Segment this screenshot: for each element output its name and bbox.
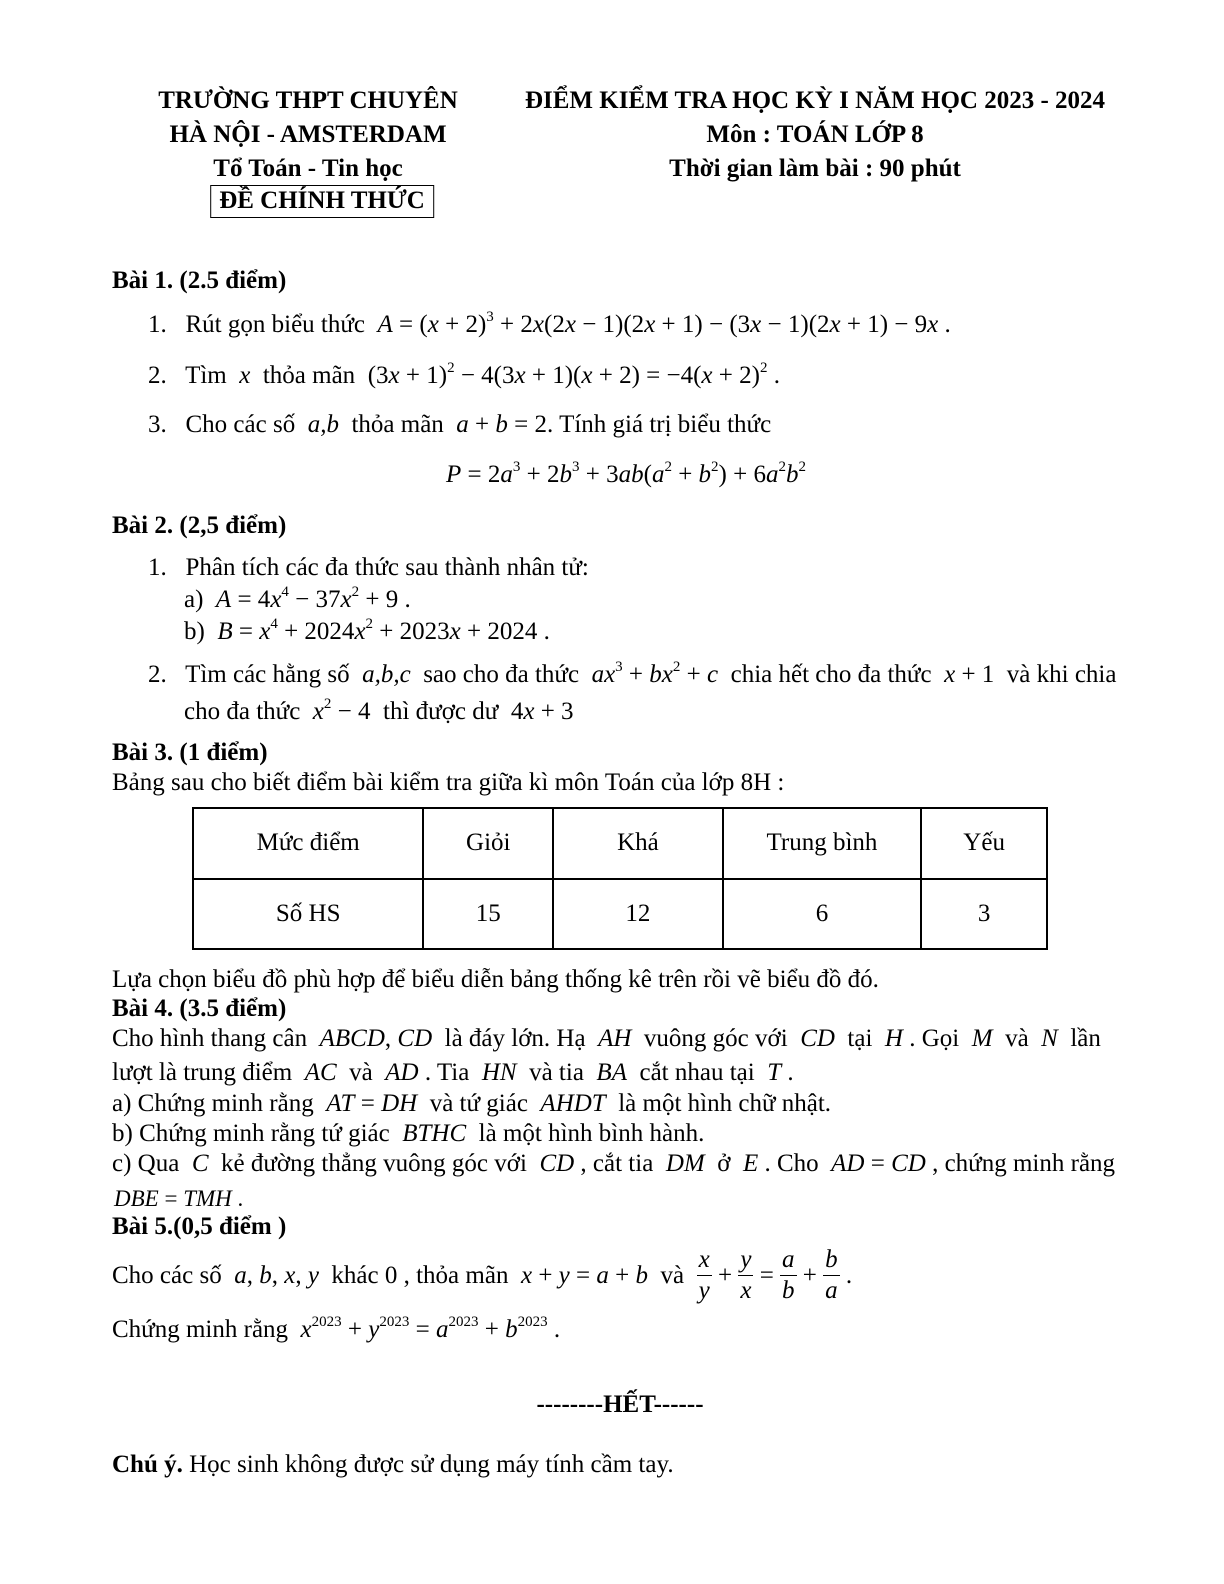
table-cell: 6: [723, 879, 922, 950]
note-text: Học sinh không được sử dụng máy tính cầm tay.: [182, 1451, 674, 1478]
table-row: [193, 879, 1047, 950]
table-header-cell: Khá: [553, 808, 723, 879]
department-name: Tổ Toán - Tin học: [213, 155, 403, 182]
bai2-q2-vars: a,b,c: [362, 661, 411, 688]
end-mark: --------HẾT------: [536, 1391, 704, 1418]
bai2-q2-line2-b: thì được dư: [383, 698, 499, 725]
table-header-cell: Yếu: [921, 808, 1047, 879]
bai1-q1-text: Rút gọn biểu thức: [185, 311, 366, 338]
bai1-q3-vars: a,b: [307, 411, 339, 438]
table-row-label: Số HS: [193, 879, 423, 950]
bai2-q2-number: 2.: [148, 661, 167, 688]
bai5-line1: Cho các số a, b, x, y khác 0 , thỏa mãn x + y = a + b và $\frac{x}{y}$ + $\frac{y}{x}$ = $\frac{a}{b}$ + $\frac{b}{a}$ .: [112, 1246, 853, 1304]
bai1-q2-formula: $(3x + 1)^2 - 4(3x + 1)(x + 2) = -4(x + 2)^2$ .: [367, 360, 780, 389]
bai3-heading: Bài 3. (1 điểm): [112, 739, 268, 766]
bai5-line2: Chứng minh rằng $x^{2023} + y^{2023} = a^{2023} + b^{2023}$ .: [112, 1314, 561, 1343]
exam-title: ĐIỂM KIỂM TRA HỌC KỲ I NĂM HỌC 2023 - 2024: [524, 87, 1106, 114]
bai1-q3-text-b: thỏa mãn: [351, 411, 444, 438]
exam-duration: Thời gian làm bài : 90 phút: [669, 155, 961, 182]
exam-subject: Môn : TOÁN LỚP 8: [706, 121, 924, 148]
bai1-q1: 1. Rút gọn biểu thức $A = (x + 2)^3 + 2x(2x - 1)(2x + 1) - (3x - 1)(2x + 1) - 9x$ .: [148, 309, 951, 338]
bai1-heading: Bài 1. (2.5 điểm): [112, 267, 287, 294]
bai4-part-a: a) Chứng minh rằng AT = DH và tứ giác AHDT là một hình chữ nhật.: [112, 1090, 832, 1117]
note-label: Chú ý.: [112, 1451, 183, 1478]
bai2-q1a: a) $A = 4x^4 - 37x^2 + 9$ .: [184, 584, 411, 613]
bai4-heading: Bài 4. (3.5 điểm): [112, 995, 287, 1022]
bai2-q2-text-d: và khi chia: [1006, 661, 1117, 688]
bai1-q3: [148, 412, 771, 437]
note: [112, 1452, 674, 1477]
bai1-q2-var: x: [239, 362, 251, 389]
bai2-q2-text-c: chia hết cho đa thức: [730, 661, 932, 688]
bai2-q2-line2-a: cho đa thức: [184, 698, 301, 725]
table-header-cell: Giỏi: [423, 808, 553, 879]
table-row: [193, 808, 1047, 879]
bai4-line2: lượt là trung điểm AC và AD . Tia HN và tia BA cắt nhau tại T .: [112, 1059, 794, 1086]
table-header-cell: Trung bình: [723, 808, 922, 879]
table-cell: 15: [423, 879, 553, 950]
bai4-line1: Cho hình thang cân ABCD, CD là đáy lớn. Hạ AH vuông góc với CD tại H . Gọi M và N lần: [112, 1025, 1101, 1052]
bai2-q1: [148, 555, 589, 580]
bai3-task: Lựa chọn biểu đồ phù hợp để biểu diễn bảng thống kê trên rồi vẽ biểu đồ đó.: [112, 966, 879, 993]
bai1-q1-number: 1.: [148, 311, 167, 338]
table-cell: 3: [921, 879, 1047, 950]
bai2-q1-number: 1.: [148, 554, 167, 581]
bai2-q2-line2: cho đa thức $x^2 - 4$ thì được dư 4x + 3: [184, 696, 574, 725]
school-name-line2: HÀ NỘI - AMSTERDAM: [169, 121, 447, 148]
bai1-q3-number: 3.: [148, 411, 167, 438]
bai4-part-c-line2: DBE = TMH .: [114, 1186, 244, 1211]
bai1-q2: [148, 360, 780, 389]
table-header-label: Mức điểm: [193, 808, 423, 879]
bai2-q2: 2. Tìm các hằng số a,b,c sao cho đa thức $ax^3 + bx^2 + c$ chia hết cho đa thức x + 1 và khi chia: [148, 659, 1117, 688]
bai1-q3-condition: a + b = 2: [456, 411, 548, 438]
bai4-part-c: c) Qua C kẻ đường thẳng vuông góc với CD , cắt tia DM ở E . Cho AD = CD , chứng minh rằng: [112, 1150, 1116, 1177]
bai2-heading: Bài 2. (2,5 điểm): [112, 512, 287, 539]
bai2-q1b-label: b): [184, 618, 205, 645]
bai2-q1a-label: a): [184, 586, 204, 613]
bai1-q3-text-c: . Tính giá trị biểu thức: [547, 411, 772, 438]
bai3-intro: Bảng sau cho biết điểm bài kiểm tra giữa kì môn Toán của lớp 8H :: [112, 769, 785, 796]
bai1-q1-formula: A: [377, 311, 393, 338]
school-name-line1: TRƯỜNG THPT CHUYÊN: [158, 87, 458, 114]
official-stamp: ĐỀ CHÍNH THỨC: [210, 185, 434, 218]
bai2-q2-text-b: sao cho đa thức: [423, 661, 580, 688]
bai5-heading: Bài 5.(0,5 điểm ): [112, 1213, 287, 1240]
bai2-q1b: b) $B = x^4 + 2024x^2 + 2023x + 2024$ .: [184, 616, 550, 645]
bai1-q2-text-b: thỏa mãn: [262, 362, 356, 389]
bai1-q2-text-a: Tìm: [185, 362, 227, 389]
score-table: [192, 807, 1048, 950]
bai2-q2-text-a: Tìm các hằng số: [185, 661, 350, 688]
table-cell: 12: [553, 879, 723, 950]
bai1-q2-number: 2.: [148, 362, 167, 389]
bai2-q1-text: Phân tích các đa thức sau thành nhân tử:: [185, 554, 589, 581]
bai4-part-b: b) Chứng minh rằng tứ giác BTHC là một hình bình hành.: [112, 1120, 705, 1147]
bai1-q3-text-a: Cho các số: [185, 411, 296, 438]
bai1-q3-expression: $P = 2a^3 + 2b^3 + 3ab(a^2 + b^2) + 6a^2b^2$: [446, 459, 806, 488]
